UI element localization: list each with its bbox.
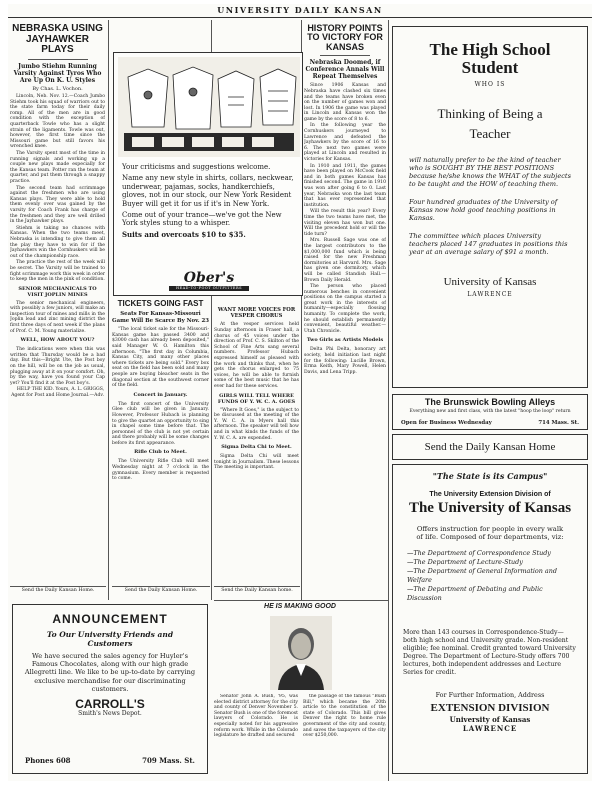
- mechanicals-body: The senior mechanical engineers, with possibly a few juniors, will make an inspection tour of mines and mills in the Joplin lead and zinc mining district the first three days of next week if the plans of Prof. C. M. Young materialize.: [10, 300, 105, 334]
- column-4: [304, 22, 386, 582]
- rifle-headline: Rifle Club to Meet.: [134, 449, 187, 456]
- benches-paragraph: The person who placed numerous benches in convenient positions on the campus started a great work in the interests of humanity—especially flossing humanity. To complete the work, he should establish permanently convenient, beautiful weather.—Utah Chronicle.: [304, 284, 386, 334]
- making-good-text: Senator John A. Bush, '95, was elected district attorney for the city and county of Denver November 5. Senator Bush is one of the foremost lawyers of Colorado. He is especially noted for his aggressive reform work. While in the Colorado legislature he drafted and secured: [214, 694, 298, 739]
- tickets-body: "The local ticket sale for the Missouri-Kansas game has passed 3400 and $3000 cash has already been deposited," said Manager W. O. Hamilton this afternoon. "The first day in Columbia, Kansas City, and many other places where tickets are being sold." Every box seat on the field has been sold and many people are buying bleacher seats in the diagonal section at the southwest corner of the field.: [112, 327, 209, 389]
- school-title-2: Student: [461, 57, 519, 77]
- dept-item: —The Department of Debating and Public Discussion: [407, 585, 543, 603]
- history-headline: HISTORY POINTS TO VICTORY FOR KANSAS: [307, 23, 383, 52]
- article-paragraph: The second team had scrimmage against the freshmen who are using Kansas plays. They were able to hold them evenly over was gained by the varsity for Coach Frank has charge of the freshmen and they are well drilled in the Jayhawker plays.: [10, 185, 105, 225]
- extension-division: The University Extension Division of: [429, 491, 551, 498]
- byline: By Chas. L. Vochon.: [32, 85, 83, 92]
- history-paragraph: In 1910 and 1911, the games have been played on McCook field and in both games Kansas has finished second. The game in 1910 was won after going 6 to 0. Last year, Nebraska won the last team that has ever represented that institution.: [304, 163, 386, 208]
- question-body: The indications were when this was written that Thursday would be a bad day. But this—Bright Ute, the Post boy on the hill, will be on the job as usual, plugging away at it on your comfort. Oh, by the way, have you found your Cap yet? You'll find it at the Post boy's.: [10, 347, 105, 386]
- announcement-body: We have secured the sales agency for Huyler's Famous Chocolates, along with our high grade Allegretti line. We like to be up-to-date by carrying exclusive merchandise for our discriminating customers.: [24, 651, 196, 694]
- obers-logo: [169, 271, 249, 293]
- extension-info: For Further Information, Address: [435, 691, 545, 700]
- high-school-ad: [392, 26, 588, 388]
- making-good-text: the passage of the famous "Bush Bill," which became the 20th article to the constitution of the state of Colorado. This bill gives Denver the right to home rule government of the city and county, and saves the taxpayers of the city over $250,000.: [303, 694, 386, 739]
- send-home-footer: Send the Daily Kansan home.: [221, 588, 293, 593]
- tickets-headline: TICKETS GOING FAST: [117, 299, 204, 308]
- ad-line: Your criticisms and suggestions welcome.: [122, 163, 271, 171]
- obers-ad: [113, 52, 303, 296]
- dept-item: —The Department of Lecture-Study: [407, 558, 523, 567]
- girls-headline: GIRLS WILL TELL WHERE FUNDS OF Y. W. C. A. GOES: [217, 392, 296, 405]
- school-body-3: The committee which places University teachers placed 147 graduates in positions this year at an average salary of $91 a month.: [409, 231, 568, 256]
- extension-name: EXTENSION DIVISION: [430, 702, 550, 715]
- tickets-subhead: Seats For Kansas-Missouri Game Will Be Scarce By Nov. 23: [112, 311, 209, 324]
- carrolls-store: Smith's News Depot.: [78, 710, 142, 718]
- announcement-subhead: To Our University Friends and Customers: [46, 629, 174, 648]
- portrait-photo: [270, 616, 332, 690]
- ad-line: Come out of your trance—we've got the New York styles stung to a whisper.: [122, 211, 282, 228]
- school-body-2: Four hundred graduates of the University of Kansas now hold good teaching positions in Kansas.: [409, 197, 558, 222]
- send-home-text: Send the Daily Kansan Home: [424, 441, 556, 453]
- article-paragraph: The practice the rest of the week will be secret. The Varsity will be trained to fight scrimmage work this week in order to keep the men in the pink of condition.: [10, 260, 105, 283]
- extension-offers-2: of life. Composed of four departments, viz:: [416, 533, 564, 542]
- girls-body: "Where It Goes," is the subject to be discussed at the meeting of the Y. W. C. A. in Myers hall this afternoon. The speaker will tell how and in what kinds the funds of the Y. W. C. A. are expended.: [214, 407, 299, 441]
- history-paragraph: In the following year the Cornhuskers journeyed to Lawrence and defeated the Jayhawkers by the score of 16 to 6. The next two games were played at Lincoln and resulted in victories for Kansas.: [304, 123, 386, 163]
- history-paragraph: Will the result this year? Every time the two teams have met, the visiting eleven has won but one. Will the precedent hold or will the tide turn?: [304, 209, 386, 237]
- article-paragraph: Lincoln, Neb. Nov. 12.—Coach Jumbo Stiehm took his squad of warriors out to the state farm today for their daily romp. All of the men are in good condition with the exception of quarterback Towle who has a slight strain of the ligaments. Towle was out, however, the first time since the Missouri game but still favors his wrenched knee.: [10, 94, 105, 150]
- extension-town: LAWRENCE: [462, 723, 518, 733]
- extension-body: More than 143 courses in Correspondence-Study—both high school and University grade. Non-resident eligible; fee nominal. Credit granted toward University Degree. The Department of Lecture-Study offers 700 lectures, both independent addresses and Lecture Series for credit.: [403, 629, 576, 677]
- ad-price-line: Suits and overcoats $10 to $35.: [122, 229, 246, 239]
- brand-name: Ober's: [183, 270, 235, 286]
- school-thinking-2: Teacher: [469, 125, 511, 141]
- send-home-ad: [392, 434, 588, 460]
- rifle-body: The University Rifle Club will meet Wednesday night at 7 o'clock in the gymnasium. Every member is requested to come.: [112, 459, 209, 482]
- sage-paragraph: Mrs. Russell Sage was one of the largest contributors to the $1,000,000 fund which is being raised for the new Freshman dormitories at Harvard. Mrs. Sage has given one dormitory, which will be called Standish Hall.—Brown Daily Herald.: [304, 238, 386, 283]
- signoff: HELP THE KID. Yours, A. L. GRIGGS, Agent for Post and Home Journal.—Adv.: [11, 387, 105, 398]
- bowling-ad: [392, 394, 588, 430]
- making-good-headline: HE IS MAKING GOOD: [264, 603, 336, 610]
- school-who: WHO IS: [474, 80, 506, 88]
- announcement-heading: ANNOUNCEMENT: [52, 612, 168, 626]
- school-university: University of Kansas: [443, 275, 537, 288]
- masthead: UNIVERSITY DAILY KANSAN: [8, 4, 592, 18]
- column-rule: [108, 20, 109, 600]
- bowling-address: 714 Mass. St.: [538, 420, 579, 426]
- making-good-left: [214, 694, 298, 774]
- bowling-line: Everything new and first class, with the latest "hoop the loop" return: [409, 409, 571, 415]
- extension-uni: University of Kansas: [449, 714, 531, 724]
- carrolls-ad: [12, 604, 208, 774]
- article-paragraph: The Varsity spent most of the time in running signals and working up a couple new plays made especially for the Kansas team. Potter ran the team at quarter, and put them through a snappy practice.: [10, 151, 105, 184]
- nebraska-subhead: Jumbo Stiehm Running Varsity Against Tyros Who Are Up On K. U. Styles: [13, 62, 102, 84]
- concert-headline: Concert in January.: [133, 391, 188, 398]
- mechanicals-headline: SENIOR MECHANICALS TO VISIT JOPLIN MINES: [18, 285, 97, 298]
- ad-line: Name any new style in shirts, collars, neckwear, underwear, pajamas, socks, handkerchiefs, gloves, not in our stock, our New York Resident Buyer will get it for us if it's in New York.: [122, 174, 294, 208]
- column-rule: [388, 20, 389, 781]
- question-headline: WELL, HOW ABOUT YOU?: [20, 337, 95, 344]
- artists-body: Delta Phi Delta, honorary art society, held initiation last night for the following: Lucille Brown, Erma Keith, Mary Powell, Helen Davis, and Lena Tripp.: [304, 347, 386, 375]
- school-title-1: The High School: [429, 40, 551, 59]
- column-3: [214, 304, 299, 586]
- history-paragraph: Since 1906 Kansas and Nebraska have clashed six times and the teams have broken even on the number of games won and lost. In 1906 the game was played in Lincoln and Kansas won the game by the score of 8 to 6.: [304, 83, 386, 122]
- extension-ad: [392, 464, 588, 774]
- making-good-right: [303, 694, 386, 774]
- extension-offers-1: Offers instruction for people in every walk: [416, 525, 564, 534]
- school-thinking-1: Thinking of Being a: [437, 105, 543, 121]
- sigma-headline: Sigma Delta Chi to Meet.: [221, 444, 292, 451]
- dept-item: —The Department of General Information and Welfare: [407, 567, 557, 585]
- column-1: [10, 22, 105, 594]
- school-body: will naturally prefer to be the kind of teacher who is SOUGHT BY THE BEST POSITIONS because he/she knows the WHAT of the subjects to be taught and the HOW of teaching them.: [409, 155, 571, 188]
- newspaper-page: [8, 4, 592, 781]
- extension-university: The University of Kansas: [408, 500, 572, 517]
- carrolls-address: 709 Mass. St.: [142, 756, 195, 765]
- dept-item: —The Department of Correspondence Study: [407, 549, 551, 558]
- send-home-footer: Send the Daily Kansan Home.: [124, 588, 198, 593]
- clothing-illustration: [118, 57, 300, 157]
- column-2: [112, 298, 209, 588]
- vesper-body: At the vesper services held Sunday afternoon in Fraser hall, a chorus of 45 voices under the direction of Prof. C. S. Skilton of the School of Fine Arts sang several numbers. Professor Hubach expressed himself as pleased with the work and thinks that, when he gets the chorus enlarged to 75 voices, he will be able to furnish some of the best music that he has ever had for these services.: [214, 322, 299, 389]
- vesper-headline: WANT MORE VOICES FOR VESPER CHORUS: [217, 307, 296, 320]
- bowling-title: The Brunswick Bowling Alleys: [424, 397, 556, 407]
- concert-body: The first concert of the University Glee club will be given in January. However, Professor Hubach is planning to give the quartet an opportunity to sing in chapel some time before that. The personnel of the club is not yet certain and there probably will be some changes before its first appearance.: [112, 401, 209, 446]
- nebraska-headline: NEBRASKA USING JAYHAWKER PLAYS: [12, 23, 103, 55]
- extension-quote: "The State is its Campus": [432, 471, 548, 481]
- send-home-footer: Send the Daily Kansan Home.: [21, 588, 95, 593]
- article-paragraph: Stiehm is taking no chances with Kansas. When the two teams meet, Nebraska is intending to give them all the play they have to win for if the Jayhawkers win the Cornhuskers will be out of the championship race.: [10, 225, 105, 259]
- school-town: LAWRENCE: [467, 290, 513, 298]
- artists-headline: Two Girls as Artists Models: [306, 337, 384, 344]
- carrolls-phone: Phones 608: [25, 756, 71, 765]
- bowling-open: Open for Business Wednesday: [401, 420, 492, 426]
- sigma-body: Sigma Delta Chi will meet tonight in Journalism. These lessons The meeting is important.: [214, 454, 299, 471]
- history-subhead: Nebraska Doomed, if Conference Annals Will Repeat Themselves: [305, 59, 385, 81]
- carrolls-name: CARROLL'S: [75, 696, 145, 711]
- brand-tagline: HEAD-TO-FOOT OUTFITTERS: [169, 286, 249, 291]
